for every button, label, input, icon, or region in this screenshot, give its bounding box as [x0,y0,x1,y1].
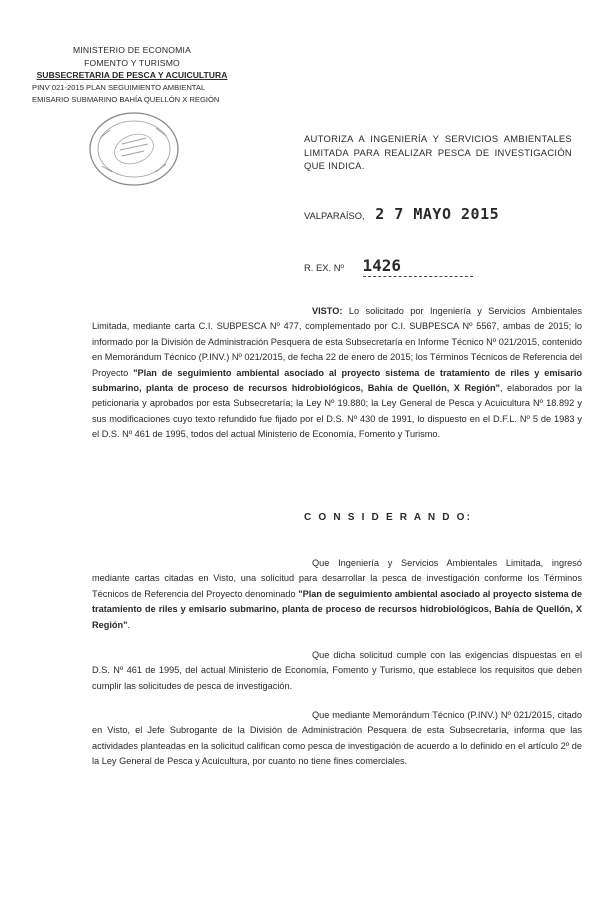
considerando-paragraph-2: Que dicha solicitud cumple con las exigencias dispuestas en el D.S. Nº 461 de 1995, del actual Ministerio de Economía, Fomento y Turismo, que establece los requisitos que deben cumplir las solicitudes de pesca de investigación. [92,650,582,691]
resolution-subject: AUTORIZA A INGENIERÍA Y SERVICIOS AMBIENTALES LIMITADA PARA REALIZAR PESCA DE INVESTIGACIÓN QUE INDICA. [304,133,572,171]
considerando-1-project-title: "Plan de seguimiento ambiental asociado al proyecto sistema de tratamiento de riles y emisario submarino, planta de proceso de recursos hidrobiológicos, Bahía de Quellón, X Región" [92,588,582,630]
visto-paragraph [92,304,582,443]
considerando-paragraph-1 [92,556,582,633]
place-date [304,205,499,223]
reference-line-1: PINV 021-2015 PLAN SEGUIMIENTO AMBIENTAL [32,82,206,92]
ministry-name: MINISTERIO DE ECONOMIA [72,45,192,55]
ministry-header [32,44,232,107]
place-city: VALPARAÍSO, [304,210,365,221]
considerando-paragraph-3: Que mediante Memorándum Técnico (P.INV.) Nº 021/2015, citado en Visto, el Jefe Subrogante de la División de Administración Pesquera de esta Subsecretaría, informa que las actividades planteadas en la solicitud califican como pesca de investigación de acuerdo a lo definido en el artículo 2º de la Ley General de Pesca y Acuicultura, por cuanto no tiene fines comerciales. [92,710,582,767]
resolution-number [304,256,473,277]
subsecretaria-name: SUBSECRETARIA DE PESCA Y ACUICULTURA [36,70,228,80]
reference-line-2: EMISARIO SUBMARINO BAHÍA QUELLÓN X REGIÓN [32,95,220,104]
resolution-number-value: 1426 [363,256,473,277]
official-stamp-icon [86,108,182,190]
considerando-heading: C O N S I D E R A N D O: [304,512,473,523]
considerando-1-text-a: Que Ingeniería y Servicios Ambientales Limitada, ingresó mediante cartas citadas en Visto, una solicitud para desarrollar la pesca de investigación conforme los Términos Técnicos de Referencia del Proyecto denominado [92,558,582,599]
visto-project-title: "Plan de seguimiento ambiental asociado al proyecto sistema de tratamiento de riles y emisario submarino, planta de proceso de recursos hidrobiológicos, Bahía de Quellón, X Región" [92,367,582,394]
resolution-label: R. EX. Nº [304,262,344,273]
issue-date-stamp: 2 7 MAYO 2015 [375,205,500,223]
visto-label: VISTO: [312,306,343,316]
ministry-name-2: FOMENTO Y TURISMO [84,57,180,68]
considerando-1-text-c: . [127,619,131,630]
visto-text-c: , elaborados por la peticionaria y aprobados por esta Subsecretaría; la Ley Nº 19.880; la Ley General de Pesca y Acuicultura Nº 18.892 y sus modificaciones cuyo texto refundido fue fijado por el D.S. Nº 430 de 1991, lo dispuesto en el D.F.L. Nº 5 de 1983 y el D.S. Nº 461 de 1995, todos del actual Ministerio de Economía, Fomento y Turismo. [92,383,583,440]
visto-text-a: Lo solicitado por Ingeniería y Servicios Ambientales Limitada, mediante carta C.I. SUBPESCA Nº 477, complementado por C.I. SUBPESCA Nº 5567, ambas de 2015; lo informado por la División de Administración Pesquera de esta Subsecretaría en Informe Técnico Nº 021/2015, contenido en Memorándum Técnico (P.INV.) Nº 021/2015, de fecha 22 de enero de 2015; los Términos Técnicos de Referencia del Proyecto [92,306,582,378]
